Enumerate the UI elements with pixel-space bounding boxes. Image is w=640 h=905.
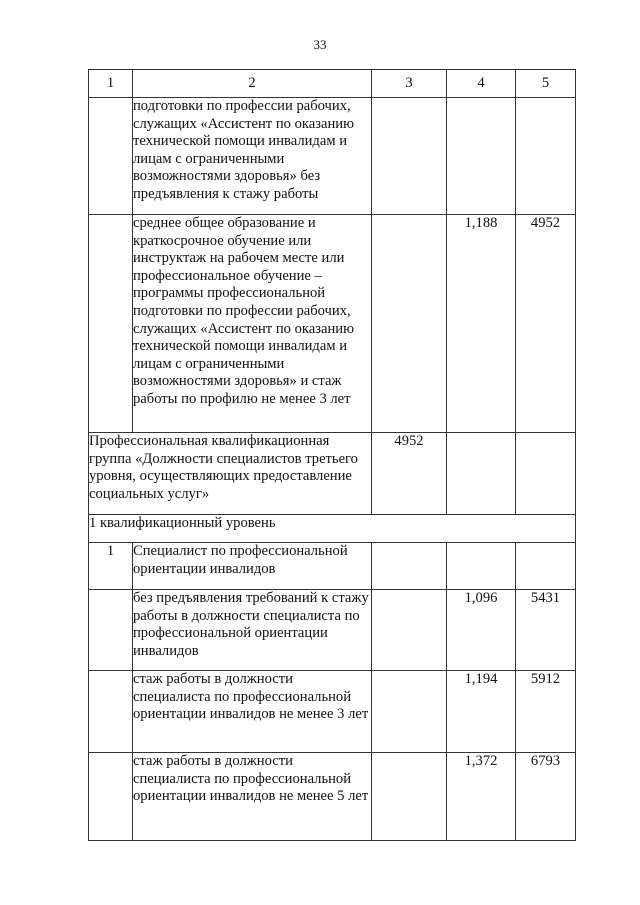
salary-amount [516,543,576,590]
position-description: стаж работы в должности специалиста по профессиональной ориентации инвалидов не менее 3 лет [133,671,372,753]
row-number [89,98,133,215]
header-cell-2: 2 [133,70,372,98]
row-number [89,590,133,671]
header-cell-3: 3 [372,70,447,98]
position-description: среднее общее образование и краткосрочное обучение или инструктаж на рабочем месте или профессиональное обучение – программы профессиональной подготовки по профессии рабочих, служащих «Ассистент по оказанию технической помощи инвалидам и лицам с ограниченными возможностями здоровья» и стаж работы по профилю не менее 3 лет [133,215,372,433]
page-number: 33 [313,37,327,52]
base-salary [372,98,447,215]
position-description: без предъявления требований к стажу работы в должности специалиста по профессиональной ориентации инвалидов [133,590,372,671]
table-header-row [89,70,576,98]
group-base-salary: 4952 [372,433,447,515]
qualification-group-label: Профессиональная квалификационная группа «Должности специалистов третьего уровня, осуществляющих предоставление социальных услуг» [89,433,372,515]
base-salary [372,590,447,671]
table-row [89,98,576,215]
table-row [89,753,576,841]
header-cell-5: 5 [516,70,576,98]
salary-amount: 6793 [516,753,576,841]
coefficient: 1,096 [447,590,516,671]
table-row [89,671,576,753]
table-row [89,215,576,433]
salary-amount: 5431 [516,590,576,671]
group-row [89,433,576,515]
coefficient: 1,188 [447,215,516,433]
coefficient [447,98,516,215]
position-title: Специалист по профессиональной ориентации инвалидов [133,543,372,590]
level-row [89,515,576,543]
base-salary [372,753,447,841]
table-row [89,543,576,590]
salary-amount: 4952 [516,215,576,433]
coefficient [447,543,516,590]
table-row [89,590,576,671]
row-number [89,753,133,841]
coefficient: 1,194 [447,671,516,753]
position-description: подготовки по профессии рабочих, служащих «Ассистент по оказанию технической помощи инвалидам и лицам с ограниченными возможностями здоровья» без предъявления к стажу работы [133,98,372,215]
base-salary [372,671,447,753]
salary-amount: 5912 [516,671,576,753]
base-salary [372,215,447,433]
coefficient [447,433,516,515]
qualification-level-label: 1 квалификационный уровень [89,515,576,543]
row-number [89,215,133,433]
row-number [89,671,133,753]
salary-amount [516,98,576,215]
salary-amount [516,433,576,515]
header-cell-4: 4 [447,70,516,98]
salary-table [88,69,576,841]
coefficient: 1,372 [447,753,516,841]
base-salary [372,543,447,590]
header-cell-1: 1 [89,70,133,98]
row-number: 1 [89,543,133,590]
position-description: стаж работы в должности специалиста по профессиональной ориентации инвалидов не менее 5 лет [133,753,372,841]
